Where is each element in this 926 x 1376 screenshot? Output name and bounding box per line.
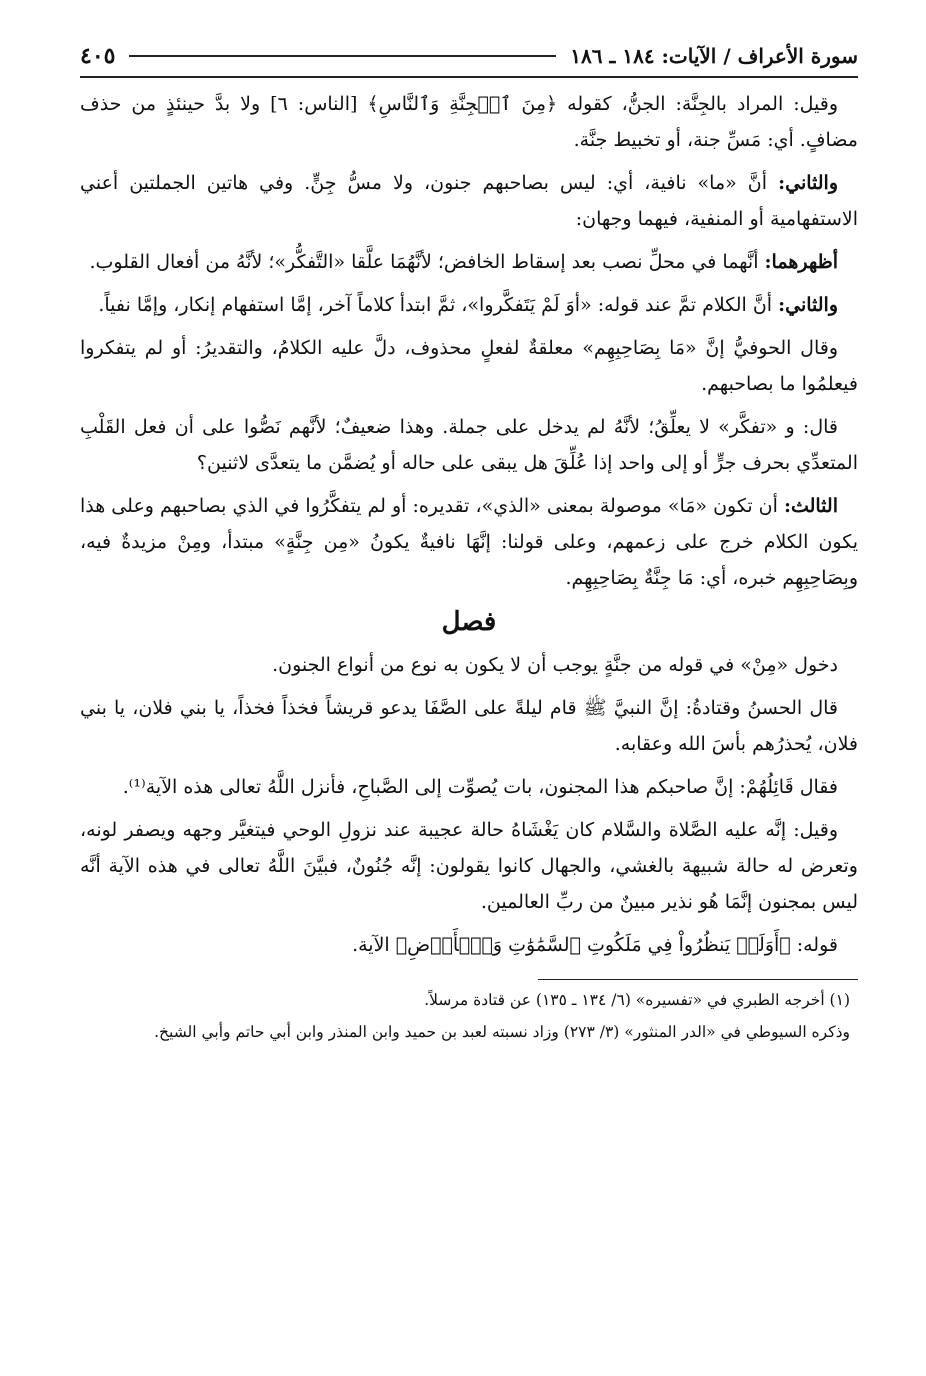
paragraph: دخول «مِنْ» في قوله من جنَّةٍ يوجب أن لا يكون به نوع من أنواع الجنون. <box>272 654 838 676</box>
paragraph: وقيل: إنَّه عليه الصَّلاة والسَّلام كان يَغْشَاهُ حالة عجيبة عند نزولِ الوحي فيتغيَّر وجهه ويصفر لونه، وتعرض له حالة شبيهة بالغشي، والجهال كانوا يقولون: إنَّه جُنُونٌ، فبيَّنَ اللَّهُ تعالى في هذه الآية أنَّه ليس بمجنون إنَّمَا هُو نذير مبينٌ من ربِّ العالمين. <box>80 819 858 913</box>
paragraph-lead: أظهرهما: <box>764 251 838 273</box>
page-body <box>80 86 858 963</box>
footnote: (١) أخرجه الطبري في «تفسيره» (٦/ ١٣٤ ـ ١٣٥) عن قتادة مرسلاً. <box>424 991 850 1009</box>
paragraph-lead: الثالث: <box>783 495 838 517</box>
paragraph: والثاني: أنَّ «ما» نافية، أي: ليس بصاحبهم جنون، ولا مسُّ جِنٍّ. وفي هاتين الجملتين أعني الاستفهامية أو المنفية، فيهما وجهان: <box>80 172 858 230</box>
header-rule <box>129 55 556 57</box>
paragraph-lead: والثاني: <box>778 172 838 194</box>
footnotes <box>80 986 858 1046</box>
header-title: سورة الأعراف / الآيات: ١٨٤ ـ ١٨٦ <box>570 44 858 68</box>
footnote-separator <box>538 979 858 980</box>
section-heading: فصل <box>441 607 497 637</box>
paragraph: قوله: ﴿أَوَلَمۡ يَنظُرُواْ فِي مَلَكُوتِ ٱلسَّمَٰوَٰتِ وَٱلۡأَرۡضِ﴾ الآية. <box>352 934 838 956</box>
paragraph: قال الحسنُ وقتادةُ: إنَّ النبيَّ ﷺ قام ليلةً على الصَّفَا يدعو قريشاً فخذاً فخذاً، يا بني فلان، يا بني فلان، يُحذرُهم بأسَ الله وعقابه. <box>80 697 858 755</box>
paragraph: قال: و «تفكَّر» لا يعلِّقُ؛ لأنَّهُ لم يدخل على جملة. وهذا ضعيفٌ؛ لأنَّهم نَصُّوا على أن فعل القَلْبِ المتعدِّي بحرف جرٍّ أو إلى واحد إذا عُلِّقَ هل يبقى على حاله أو يُضمَّن ما يتعدَّى لاثنين؟ <box>80 416 858 474</box>
paragraph: والثاني: أنَّ الكلام تمَّ عند قوله: «أوَ لَمْ يَتَفكَّروا»، ثمَّ ابتدأ كلاماً آخر، إمَّا استفهام إنكار، وإمَّا نفياً. <box>98 294 838 316</box>
paragraph: فقال قَائِلُهُمْ: إنَّ صاحبكم هذا المجنون، بات يُصوِّت إلى الصَّباحِ، فأنزل اللَّهُ تعالى هذه الآية⁽¹⁾. <box>122 776 838 798</box>
paragraph: وقيل: المراد بالجِنَّة: الجنُّ، كقوله ﴿مِنَ ٱلۡجِنَّةِ وَٱلنَّاسِ﴾ [الناس: ٦] ولا بدَّ حينئذٍ من حذف مضافٍ. أي: مَسِّ جنة، أو تخبيط جنَّة. <box>80 93 858 151</box>
running-header <box>80 36 858 78</box>
paragraph: أظهرهما: أنَّهما في محلِّ نصب بعد إسقاط الخافض؛ لأنَّهُمَا علَّقا «التَّفكُّر»؛ لأنَّهُ من أفعال القلوب. <box>89 251 838 273</box>
paragraph-lead: والثاني: <box>778 294 838 316</box>
footnote: وذكره السيوطي في «الدر المنثور» (٣/ ٢٧٣) وزاد نسبته لعبد بن حميد وابن المنذر وابن أبي حاتم وأبي الشيخ. <box>154 1023 850 1041</box>
paragraph: الثالث: أن تكون «مَا» موصولة بمعنى «الذي»، تقديره: أو لم يتفكَّرُوا في الذي بصاحبهم وعلى هذا يكون الكلام خرج على زعمهم، وعلى قولنا: إنَّهَا نافيةٌ يكونُ «مِن جِنَّةٍ» مبتدأ، ومِنْ مزيدةٌ فيه، وبِصَاحِبِهِم خبره، أي: مَا جِنَّةٌ بِصَاحِبِهِم. <box>80 495 858 589</box>
page <box>80 36 858 1050</box>
paragraph: وقال الحوفيُّ إنَّ «مَا بِصَاحِبِهِم» معلقةٌ لفعلٍ محذوف، دلَّ عليه الكلامُ، والتقديرُ: أو لم يتفكروا فيعلمُوا ما بصاحبهم. <box>80 337 858 395</box>
page-number: ٤٠٥ <box>80 43 116 69</box>
